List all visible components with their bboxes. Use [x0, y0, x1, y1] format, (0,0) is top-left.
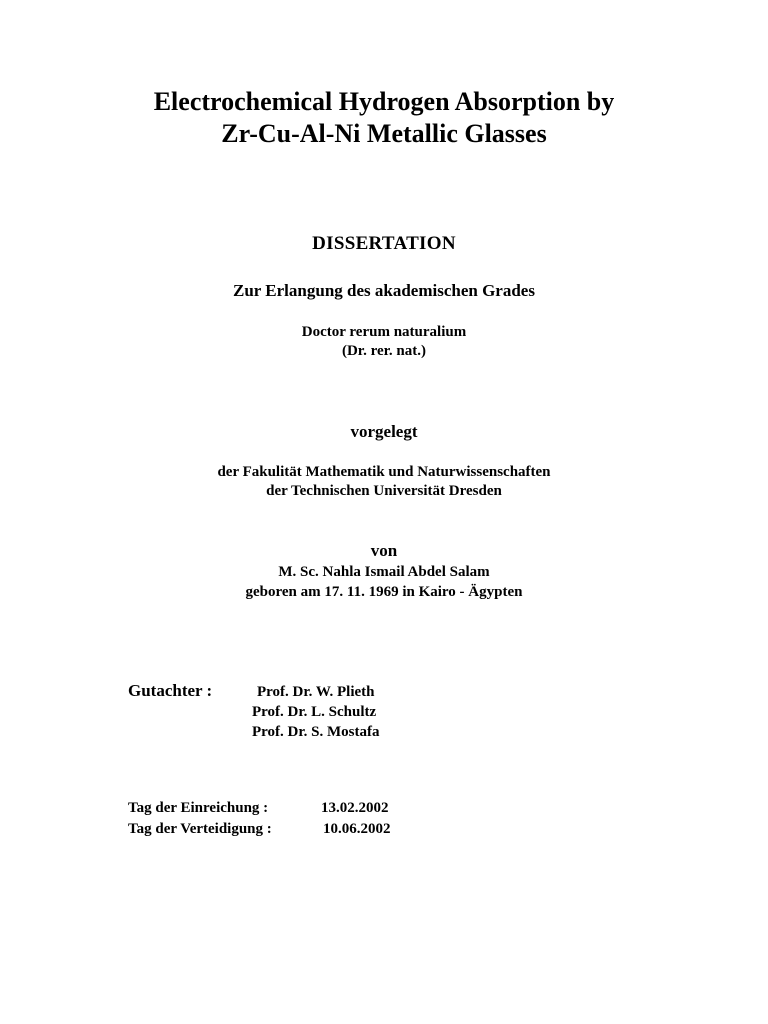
degree-abbrev: (Dr. rer. nat.)	[341, 343, 427, 359]
author-name: M. Sc. Nahla Ismail Abdel Salam	[278, 564, 490, 580]
grade-line: Zur Erlangung des akademischen Grades	[233, 281, 535, 300]
reviewer-name: Prof. Dr. W. Plieth	[257, 684, 375, 700]
author-block	[0, 562, 768, 602]
faculty-block	[0, 463, 768, 501]
reviewers-list	[252, 682, 380, 742]
thesis-title-line-2: Zr-Cu-Al-Ni Metallic Glasses	[221, 119, 547, 148]
thesis-title	[0, 86, 768, 150]
defense-row	[128, 819, 428, 840]
faculty-line-1: der Fakulität Mathematik und Naturwissenschaften	[217, 464, 551, 480]
defense-date: 10.06.2002	[323, 821, 391, 837]
thesis-title-line-1: Electrochemical Hydrogen Absorption by	[153, 87, 615, 116]
reviewers-label: Gutachter :	[128, 681, 213, 700]
author-birth: geboren am 17. 11. 1969 in Kairo - Ägypten	[245, 584, 523, 600]
defense-label: Tag der Verteidigung :	[128, 821, 272, 837]
degree-name: Doctor rerum naturalium	[301, 324, 467, 340]
reviewer-name: Prof. Dr. S. Mostafa	[252, 724, 380, 740]
faculty-line-2: der Technischen Universität Dresden	[266, 483, 502, 499]
dates-block	[128, 798, 428, 840]
submission-label: Tag der Einreichung :	[128, 800, 269, 816]
submission-row	[128, 798, 428, 819]
degree-block	[0, 323, 768, 361]
submission-date: 13.02.2002	[321, 800, 389, 816]
reviewer-name: Prof. Dr. L. Schultz	[252, 704, 377, 720]
submitted-label: vorgelegt	[350, 422, 418, 441]
author-by-label: von	[370, 541, 398, 560]
document-type: DISSERTATION	[312, 233, 456, 254]
